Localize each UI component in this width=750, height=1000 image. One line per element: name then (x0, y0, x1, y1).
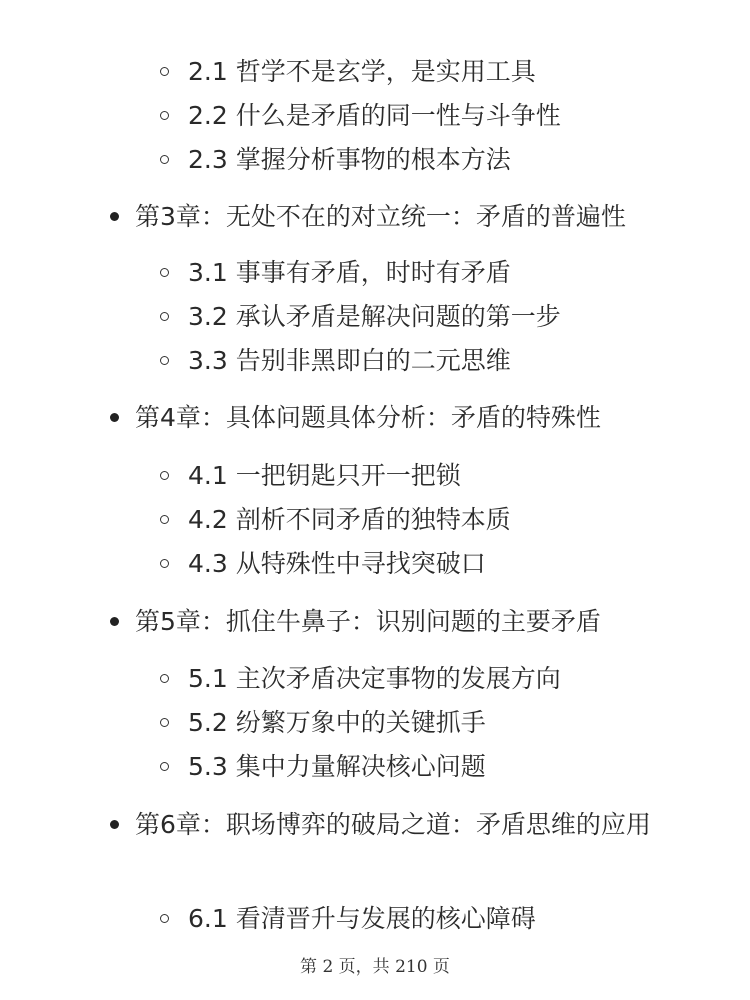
filled-bullet-icon (110, 212, 119, 221)
toc-subitem-label: 3.1 事事有矛盾，时时有矛盾 (188, 258, 511, 287)
page-footer: 第 2 页，共 210 页 (300, 957, 450, 977)
toc-subitem-label: 4.2 剖析不同矛盾的独特本质 (188, 505, 511, 534)
toc-subitem-label: 3.2 承认矛盾是解决问题的第一步 (188, 302, 561, 331)
hollow-bullet-icon (160, 356, 169, 365)
hollow-bullet-icon (160, 718, 169, 727)
hollow-bullet-icon (160, 67, 169, 76)
toc-subitem-label: 5.1 主次矛盾决定事物的发展方向 (188, 664, 561, 693)
hollow-bullet-icon (160, 515, 169, 524)
filled-bullet-icon (110, 413, 119, 422)
hollow-bullet-icon (160, 268, 169, 277)
toc-subitem-label: 2.2 什么是矛盾的同一性与斗争性 (188, 101, 561, 130)
toc-chapter-label: 第3章：无处不在的对立统一：矛盾的普遍性 (135, 202, 626, 231)
toc-subitem-label: 2.3 掌握分析事物的根本方法 (188, 145, 511, 174)
toc-subitem-label: 5.2 纷繁万象中的关键抓手 (188, 708, 486, 737)
toc-subitem-label: 4.3 从特殊性中寻找突破口 (188, 549, 486, 578)
hollow-bullet-icon (160, 312, 169, 321)
toc-subitem-label: 2.1 哲学不是玄学，是实用工具 (188, 57, 536, 86)
hollow-bullet-icon (160, 762, 169, 771)
toc-chapter-label: 第5章：抓住牛鼻子：识别问题的主要矛盾 (135, 607, 601, 636)
hollow-bullet-icon (160, 559, 169, 568)
hollow-bullet-icon (160, 471, 169, 480)
toc-subitem-label: 3.3 告别非黑即白的二元思维 (188, 346, 511, 375)
toc-chapter-label: 第4章：具体问题具体分析：矛盾的特殊性 (135, 403, 601, 432)
hollow-bullet-icon (160, 914, 169, 923)
toc-subitem-label: 5.3 集中力量解决核心问题 (188, 752, 486, 781)
hollow-bullet-icon (160, 111, 169, 120)
toc-chapter-label: 第6章：职场博弈的破局之道：矛盾思维的应用 (135, 810, 651, 839)
hollow-bullet-icon (160, 674, 169, 683)
toc-subitem-label: 6.1 看清晋升与发展的核心障碍 (188, 904, 536, 933)
filled-bullet-icon (110, 617, 119, 626)
toc-subitem-label: 4.1 一把钥匙只开一把锁 (188, 461, 461, 490)
filled-bullet-icon (110, 820, 119, 829)
hollow-bullet-icon (160, 155, 169, 164)
